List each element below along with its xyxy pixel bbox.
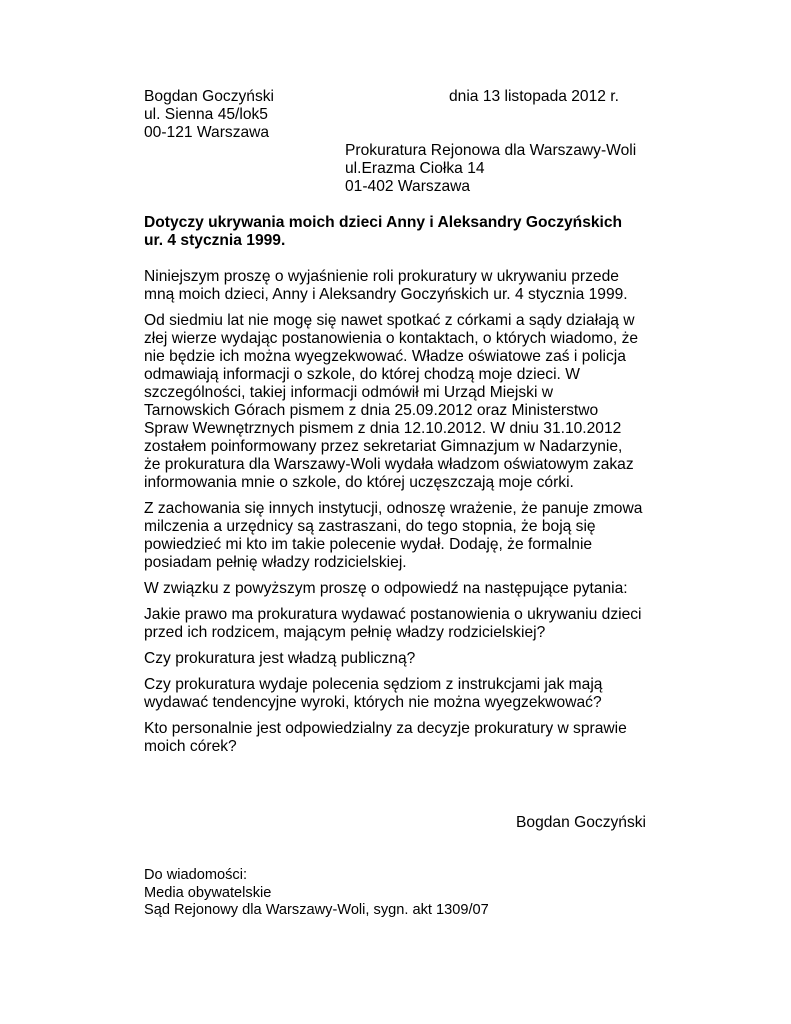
- text-line: Z zachowania się innych instytucji, odnoszę wrażenie, że panuje zmowa: [144, 500, 643, 517]
- subject-line: Dotyczy ukrywania moich dzieci Anny i Aleksandry Goczyńskich: [144, 214, 623, 231]
- text-line: milczenia a urzędnicy są zastraszani, do tego stopnia, że boją się: [144, 518, 596, 535]
- body-paragraph: [144, 500, 644, 572]
- sender-name: Bogdan Goczyński: [144, 88, 275, 105]
- text-line: odmawiają informacji o szkole, do której chodzą moje dzieci. W: [144, 366, 580, 383]
- text-line: powiedzieć mi kto im takie polecenie wydał. Dodaję, że formalnie: [144, 536, 593, 553]
- text-line: Spraw Wewnętrznych pismem z dnia 12.10.2012. W dniu 31.10.2012: [144, 420, 622, 437]
- letter-subject: [144, 214, 622, 250]
- question-paragraph: [144, 650, 644, 668]
- text-line: posiadam pełnię władzy rodzicielskiej.: [144, 554, 407, 571]
- sender-street: ul. Sienna 45/lok5: [144, 106, 268, 123]
- text-line: Jakie prawo ma prokuratura wydawać postanowienia o ukrywaniu dzieci: [144, 606, 642, 623]
- text-line: nie będzie ich można wyegzekwować. Władze oświatowe zaś i policja: [144, 348, 626, 365]
- text-line: wydawać tendencyjne wyroki, których nie można wyegzekwować?: [144, 694, 602, 711]
- text-line: Czy prokuratura wydaje polecenia sędziom z instrukcjami jak mają: [144, 676, 603, 693]
- cc-item: Media obywatelskie: [144, 884, 272, 901]
- text-line: Tarnowskich Górach pismem z dnia 25.09.2012 oraz Ministerstwo: [144, 402, 599, 419]
- recipient-city: 01-402 Warszawa: [345, 178, 471, 195]
- text-line: że prokuratura dla Warszawy-Woli wydała władzom oświatowym zakaz: [144, 456, 634, 473]
- text-line: przed ich rodzicem, mającym pełnię władzy rodzicielskiej?: [144, 624, 546, 641]
- text-line: Od siedmiu lat nie mogę się nawet spotkać z córkami a sądy działają w: [144, 312, 635, 329]
- sender-city: 00-121 Warszawa: [144, 124, 270, 141]
- letter-body: [144, 268, 644, 756]
- question-paragraph: [144, 720, 644, 756]
- question-paragraph: [144, 676, 644, 712]
- cc-list: [144, 867, 489, 920]
- text-line: szczególności, takiej informacji odmówił mi Urząd Miejski w: [144, 384, 554, 401]
- recipient-name: Prokuratura Rejonowa dla Warszawy-Woli: [345, 142, 637, 159]
- text-line: Kto personalnie jest odpowiedzialny za decyzje prokuratury w sprawie: [144, 720, 627, 737]
- signature: Bogdan Goczyński: [516, 814, 647, 831]
- text-line: Niniejszym proszę o wyjaśnienie roli prokuratury w ukrywaniu przede: [144, 268, 619, 285]
- sender-address: [144, 88, 274, 142]
- text-line: mną moich dzieci, Anny i Aleksandry Goczyńskich ur. 4 stycznia 1999.: [144, 286, 628, 303]
- text-line: moich córek?: [144, 738, 237, 755]
- text-line: złej wierze wydając postanowienia o kontaktach, o których wiadomo, że: [144, 330, 639, 347]
- text-line: Czy prokuratura jest władzą publiczną?: [144, 650, 416, 667]
- body-paragraph: [144, 268, 644, 304]
- recipient-address: [345, 142, 636, 196]
- text-line: informowania mnie o szkole, do której uczęszczają moje córki.: [144, 474, 574, 491]
- letter-date: dnia 13 listopada 2012 r.: [449, 88, 619, 105]
- recipient-street: ul.Erazma Ciołka 14: [345, 160, 485, 177]
- text-line: zostałem poinformowany przez sekretariat Gimnazjum w Nadarzynie,: [144, 438, 623, 455]
- cc-item: Sąd Rejonowy dla Warszawy-Woli, sygn. akt 1309/07: [144, 902, 489, 918]
- question-paragraph: [144, 606, 644, 642]
- cc-heading: Do wiadomości:: [144, 867, 248, 883]
- subject-line: ur. 4 stycznia 1999.: [144, 232, 286, 249]
- text-line: W związku z powyższym proszę o odpowiedź na następujące pytania:: [144, 580, 628, 597]
- body-paragraph: [144, 580, 644, 598]
- body-paragraph: [144, 312, 644, 492]
